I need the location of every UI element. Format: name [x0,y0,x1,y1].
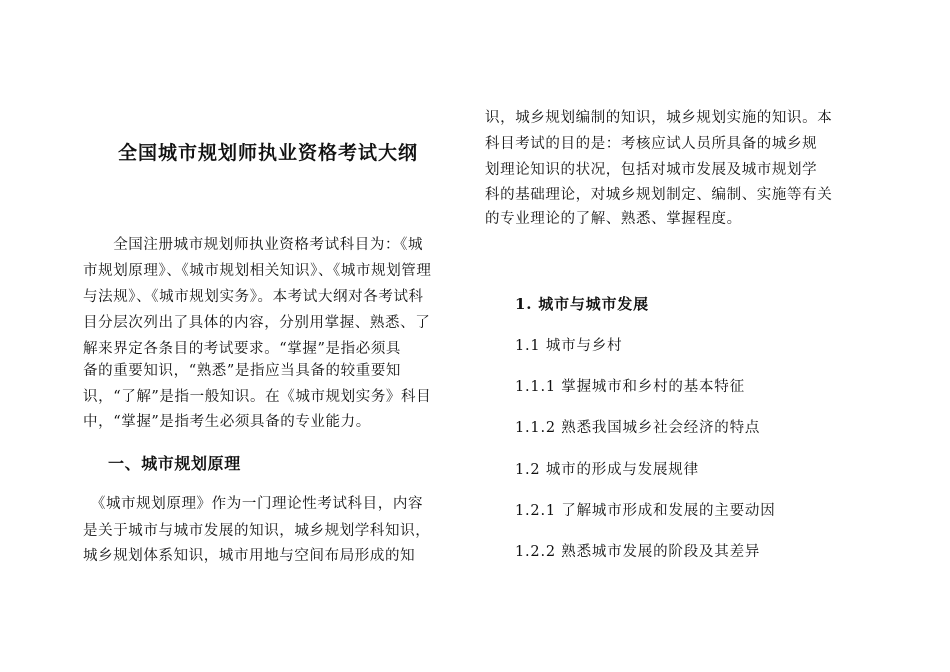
intro-line: 市规划原理》、《城市规划相关知识》、《城市规划管理 [83,263,432,279]
toc-heading: 1. 城市与城市发展 [515,295,649,313]
intro-line: 目分层次列出了具体的内容，分别用掌握、熟悉、了 [83,315,431,331]
toc-item: 1.2.1 了解城市形成和发展的主要动因 [515,503,776,519]
section-line: 是关于城市与城市发展的知识，城乡规划学科知识， [83,523,431,539]
document-title: 全国城市规划师执业资格考试大纲 [118,142,419,164]
toc-item: 1.2 城市的形成与发展规律 [515,462,699,478]
body-line: 科的基础理论，对城乡规划制定、编制、实施等有关 [485,187,833,203]
body-line: 划理论知识的状况，包括对城市发展及城市规划学 [485,162,818,178]
intro-line: 全国注册城市规划师执业资格考试科目为：《城 [83,237,424,253]
intro-line: 备的重要知识，“熟悉”是指应当具备的较重要知 [83,363,402,379]
body-line: 识，城乡规划编制的知识，城乡规划实施的知识。本 [485,110,833,126]
toc-item: 1.1 城市与乡村 [515,338,623,354]
toc-item: 1.1.2 熟悉我国城乡社会经济的特点 [515,420,761,436]
intro-line: 中，“掌握”是指考生必须具备的专业能力。 [83,414,371,430]
intro-line: 与法规》、《城市规划实务》。本考试大纲对各考试科 [83,289,424,305]
section-line: 《城市规划原理》作为一门理论性考试科目，内容 [83,496,424,512]
section-line: 城乡规划体系知识，城市用地与空间布局形成的知 [83,548,416,564]
body-line: 的专业理论的了解、熟悉、掌握程度。 [485,211,742,227]
intro-line: 解来界定各条目的考试要求。“掌握”是指必须具 [83,341,402,357]
toc-item: 1.1.1 掌握城市和乡村的基本特征 [515,379,745,395]
body-line: 科目考试的目的是：考核应试人员所具备的城乡规 [485,136,818,152]
section-heading: 一、城市规划原理 [108,454,241,473]
toc-item: 1.2.2 熟悉城市发展的阶段及其差异 [515,544,761,560]
intro-line: 识，“了解”是指一般知识。在《城市规划实务》科目 [83,389,432,405]
